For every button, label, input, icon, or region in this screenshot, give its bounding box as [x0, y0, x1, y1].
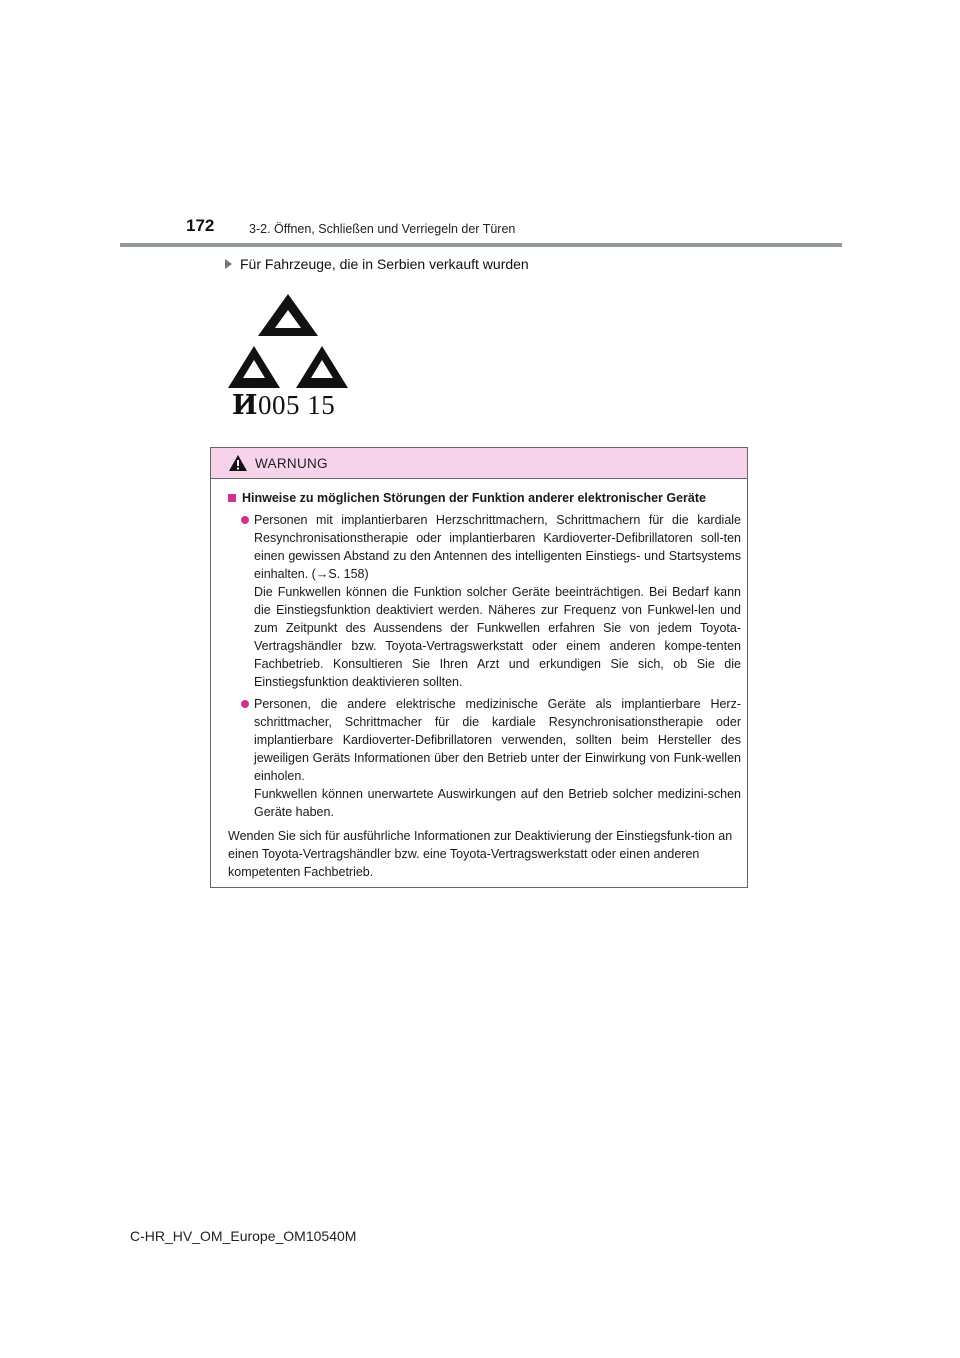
section-title: 3-2. Öffnen, Schließen und Verriegeln der Türen [249, 222, 516, 236]
subheading [225, 256, 529, 272]
square-bullet-icon [228, 494, 236, 502]
page-number: 172 [186, 216, 215, 235]
warning-heading-text: Hinweise zu möglichen Störungen der Funktion anderer elektronischer Geräte [242, 491, 706, 505]
bullet-paragraph: Die Funkwellen können die Funktion solcher Geräte beeinträchtigen. Bei Bedarf kann die Einstiegsfunktion deaktiviert werden. Näheres zur Frequenz von Funkwel-len und zum Zeitpunkt des Aussendens der Funkwellen erfahren Sie von jedem Toyota-Vertragshändler bzw. Toyota-Vertragswerkstatt oder einem anderen kompe-tenten Fachbetrieb. Konsultieren Sie Ihren Arzt und erkundigen Sie sich, ob Sie die Einstiegsfunktion deaktivieren sollten. [254, 585, 741, 689]
bullet-paragraph: Funkwellen können unerwartete Auswirkungen auf den Betrieb solcher medizini-schen Geräte haben. [254, 787, 741, 819]
bullet-paragraph: Personen mit implantierbaren Herzschrittmachern, Schrittmachern für die kardiale Resynchronisationstherapie oder implantierbaren Kardioverter-Defibrillatoren soll-ten einen gewissen Abstand zu den Antennen des intelligenten Einstiegs- und Startsystems einhalten. (→S. 158) [254, 513, 741, 581]
warning-box [210, 447, 748, 888]
list-item [228, 511, 741, 691]
serbia-approval-code [232, 390, 335, 421]
closing-paragraph: Wenden Sie sich für ausführliche Informationen zur Deaktivierung der Einstiegsfunk-tion an einen Toyota-Vertragshändler bzw. eine Toyota-Vertragswerkstatt oder einen anderen kompetenten Fachbetrieb. [228, 829, 733, 879]
warning-title: WARNUNG [255, 455, 328, 471]
round-bullet-icon [241, 516, 249, 524]
warning-body [211, 479, 747, 881]
warning-header [211, 448, 747, 479]
list-item [228, 695, 741, 821]
arrow-right-icon [225, 259, 232, 269]
triangle-mark-icon [226, 290, 356, 390]
code-number: 005 15 [258, 390, 336, 420]
code-letter: И [232, 390, 259, 421]
warning-triangle-icon [228, 454, 248, 472]
warning-item-heading [228, 489, 741, 507]
footer-model-code: C-HR_HV_OM_Europe_OM10540M [130, 1228, 357, 1244]
round-bullet-icon [241, 700, 249, 708]
subheading-text: Für Fahrzeuge, die in Serbien verkauft wurden [240, 256, 529, 272]
bullet-paragraph: Personen, die andere elektrische medizinische Geräte als implantierbare Herz-schrittmacher, Schrittmacher für die kardiale Resynchronisationstherapie oder implantierbare Kardioverter-Defibrillatoren verwenden, sollten beim Hersteller des jeweiligen Geräts Informationen über den Betrieb unter der Einwirkung von Funk-wellen einholen. [254, 697, 741, 783]
header-rule [120, 243, 842, 247]
